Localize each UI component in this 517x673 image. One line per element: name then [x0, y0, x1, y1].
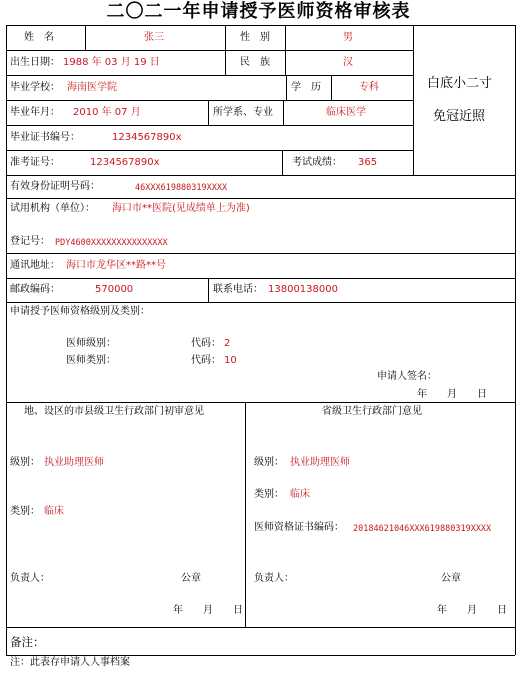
birth-value: 1988 年 03 月 19 日 [63, 57, 160, 68]
type-code-label: 代码： [191, 355, 221, 366]
right-level-value: 执业助理医师 [290, 457, 350, 468]
photo-hint-type: 免冠近照 [433, 109, 486, 124]
rule [282, 150, 283, 175]
left-review-header: 地、设区的市县级卫生行政部门初审意见 [24, 406, 204, 417]
rule [85, 25, 86, 50]
right-review-header: 省级卫生行政部门意见 [322, 406, 422, 417]
rule [6, 125, 413, 126]
rule [6, 198, 515, 199]
left-type-value: 临床 [44, 506, 64, 517]
gender-value: 男 [343, 32, 353, 43]
org-label: 试用机构（单位）： [10, 203, 95, 214]
edu-value: 专科 [359, 82, 379, 93]
cert-no-value: 1234567890x [112, 132, 182, 143]
rule [6, 100, 413, 101]
apply-label: 申请授予医师资格级别及类别： [10, 306, 150, 317]
addr-label: 通讯地址： [10, 260, 60, 271]
left-responsible-label: 负责人： [10, 573, 50, 584]
type-code-value: 10 [224, 355, 237, 366]
rule [6, 175, 515, 176]
rule [6, 25, 7, 655]
gender-label: 性 别 [240, 32, 270, 43]
rule [286, 75, 287, 100]
id-value: 46XXX619880319XXXX [135, 183, 228, 193]
reg-label: 登记号： [10, 236, 50, 247]
right-date: 年 月 日 [437, 605, 507, 616]
footnote: 注：此表存申请人人事档案 [10, 657, 130, 668]
left-level-label: 级别： [10, 457, 40, 468]
org-value: 海口市**医院(见成绩单上为准) [112, 203, 250, 214]
rule [225, 25, 226, 75]
rule [285, 25, 286, 75]
rule [6, 627, 515, 628]
level-label: 医师级别： [66, 338, 116, 349]
phone-value: 13800138000 [268, 284, 338, 295]
school-value: 海南医学院 [67, 82, 117, 93]
reg-value: PDY4600XXXXXXXXXXXXXXX [55, 238, 168, 248]
left-level-value: 执业助理医师 [44, 457, 104, 468]
major-value: 临床医学 [326, 107, 366, 118]
rule [6, 655, 515, 656]
rule [6, 75, 413, 76]
zip-label: 邮政编码： [10, 284, 60, 295]
rule [208, 278, 209, 302]
left-date: 年 月 日 [173, 605, 243, 616]
name-value: 张三 [144, 32, 164, 43]
rule [283, 100, 284, 125]
exam-no-label: 准考证号： [10, 157, 60, 168]
grad-year-label: 毕业年月： [10, 107, 60, 118]
score-label: 考试成绩： [292, 157, 342, 168]
rule [6, 50, 413, 51]
edu-label: 学 历 [291, 82, 321, 93]
right-seal-label: 公章 [441, 573, 461, 584]
name-label: 姓 名 [24, 32, 54, 43]
level-code-label: 代码： [191, 338, 221, 349]
rule [6, 302, 515, 303]
school-label: 毕业学校： [10, 82, 60, 93]
exam-no-value: 1234567890x [90, 157, 160, 168]
addr-value: 海口市龙华区**路**号 [66, 260, 166, 271]
remark-label: 备注： [10, 635, 45, 649]
rule [515, 25, 516, 655]
right-cert-label: 医师资格证书编码： [254, 522, 344, 533]
id-label: 有效身份证明号码： [10, 181, 100, 192]
rule [208, 100, 209, 125]
rule [6, 402, 515, 403]
page-title: 二〇二一年申请授予医师资格审核表 [106, 1, 411, 22]
ethnic-label: 民 族 [240, 57, 270, 68]
photo-hint-size: 白底小二寸 [427, 76, 493, 91]
zip-value: 570000 [95, 284, 134, 295]
right-type-label: 类别： [254, 489, 284, 500]
right-level-label: 级别： [254, 457, 284, 468]
right-responsible-label: 负责人： [254, 573, 294, 584]
left-type-label: 类别： [10, 506, 40, 517]
phone-label: 联系电话： [213, 284, 263, 295]
rule [245, 402, 246, 627]
ethnic-value: 汉 [343, 57, 353, 68]
rule [6, 150, 413, 151]
left-seal-label: 公章 [181, 573, 201, 584]
major-label: 所学系、专业 [213, 107, 273, 118]
type-label: 医师类别： [66, 355, 116, 366]
rule [6, 253, 515, 254]
birth-label: 出生日期： [10, 57, 60, 68]
signature-label: 申请人签名： [377, 371, 437, 382]
rule [413, 25, 414, 175]
right-type-value: 临床 [290, 489, 310, 500]
right-cert-value: 20184621046XXX619880319XXXX [353, 524, 492, 534]
rule [6, 25, 515, 26]
signature-date: 年 月 日 [417, 389, 487, 400]
rule [331, 75, 332, 100]
score-value: 365 [358, 157, 378, 168]
grad-year-value: 2010 年 07 月 [73, 107, 141, 118]
cert-no-label: 毕业证书编号： [10, 132, 80, 143]
level-code-value: 2 [224, 338, 231, 349]
rule [6, 278, 515, 279]
